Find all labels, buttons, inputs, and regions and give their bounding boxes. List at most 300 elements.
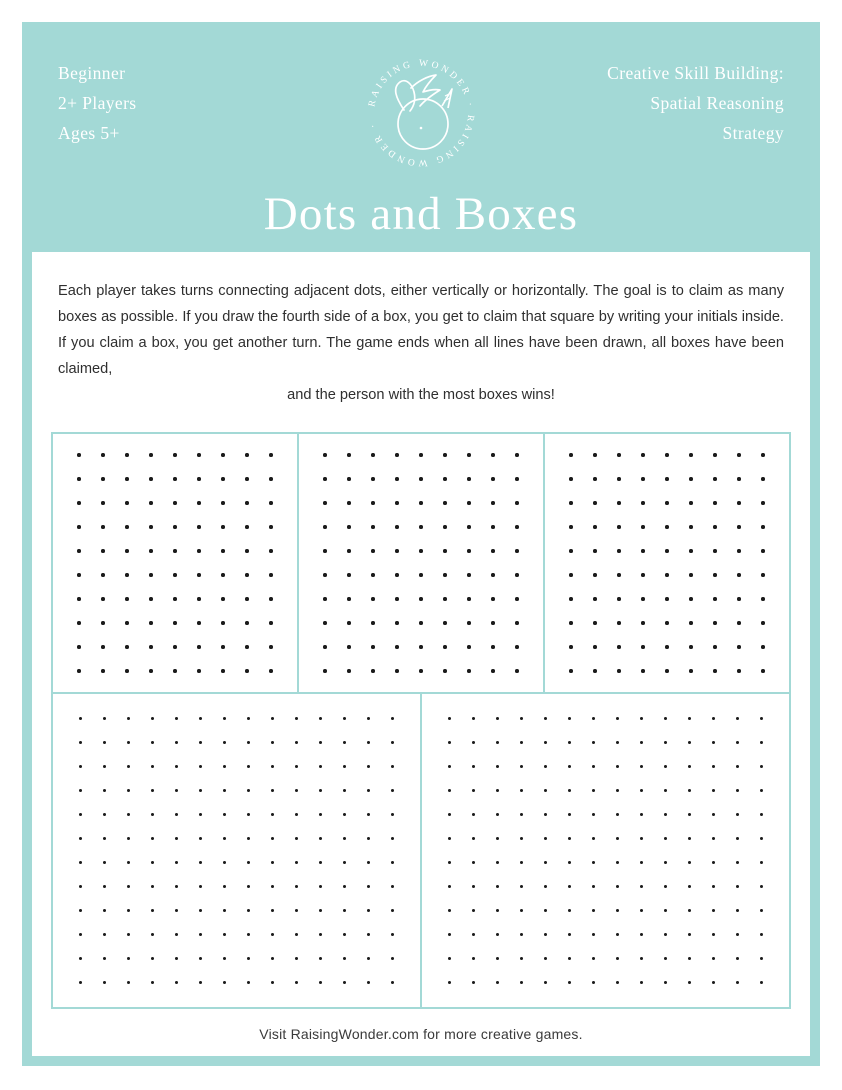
header-meta-right-line-2: Spatial Reasoning (650, 93, 784, 113)
grid-dot (641, 669, 645, 673)
grid-dot (175, 933, 179, 937)
grid-dot (149, 645, 153, 649)
grid-dot (395, 645, 399, 649)
grid-dot (593, 453, 597, 457)
grid-dot (761, 573, 765, 577)
grid-dot (664, 813, 668, 817)
grid-dot (323, 501, 327, 505)
grid-dot (713, 453, 717, 457)
grid-dot (568, 885, 572, 889)
grid-dot (688, 717, 692, 721)
grid-dot (245, 525, 249, 529)
grid-dot (520, 813, 524, 817)
header-meta-right-line-3: Strategy (722, 123, 784, 143)
grid-dot (103, 981, 107, 985)
grid-dot (472, 789, 476, 793)
grid-dot (689, 597, 693, 601)
grid-dot (295, 957, 299, 961)
grid-dot (520, 981, 524, 985)
dot-matrix (422, 694, 789, 1007)
grid-dot (713, 549, 717, 553)
grid-dot (151, 741, 155, 745)
grid-dot (689, 645, 693, 649)
grid-dot (737, 477, 741, 481)
grid-dot (467, 501, 471, 505)
grid-dot (151, 813, 155, 817)
grid-dot (103, 741, 107, 745)
grid-dot (101, 669, 105, 673)
grid-dot (199, 909, 203, 913)
grid-dot (689, 525, 693, 529)
grid-dot (127, 981, 131, 985)
grid-dot (319, 885, 323, 889)
grid-dot (736, 957, 740, 961)
grid-dot (443, 501, 447, 505)
grid-dot (197, 477, 201, 481)
grid-dot (221, 645, 225, 649)
grid-dot (343, 717, 347, 721)
instructions-paragraph (58, 278, 784, 408)
grid-dot (664, 717, 668, 721)
grid-dot (664, 957, 668, 961)
grid-dot (665, 573, 669, 577)
grid-dot (665, 525, 669, 529)
grid-dot (664, 789, 668, 793)
grid-dot (616, 717, 620, 721)
grid-dot (760, 789, 764, 793)
grid-dot (688, 861, 692, 865)
grid-dot (199, 885, 203, 889)
grid-dot (371, 453, 375, 457)
grid-dot (101, 453, 105, 457)
grid-dot (737, 597, 741, 601)
grid-dot (395, 477, 399, 481)
grid-dot (443, 453, 447, 457)
grid-dot (689, 573, 693, 577)
grid-dot (295, 813, 299, 817)
grid-dot (221, 621, 225, 625)
grid-dot (760, 741, 764, 745)
grid-panel-bottom-left[interactable] (51, 694, 422, 1009)
grid-dot (367, 909, 371, 913)
grid-dot (223, 741, 227, 745)
grid-dot (761, 453, 765, 457)
grid-dot (448, 885, 452, 889)
grid-dot (151, 765, 155, 769)
grid-dot (640, 789, 644, 793)
grid-dot (223, 813, 227, 817)
grid-dot (149, 669, 153, 673)
grid-dot (689, 453, 693, 457)
grid-panel-top-center[interactable] (299, 432, 545, 694)
grid-dot (520, 933, 524, 937)
grid-dot (199, 981, 203, 985)
grid-dot (79, 765, 83, 769)
grid-dot (593, 597, 597, 601)
grid-dot (77, 549, 81, 553)
grid-dot (343, 957, 347, 961)
grid-dot (371, 477, 375, 481)
grid-dot (617, 501, 621, 505)
grid-dot (515, 573, 519, 577)
grid-dot (515, 549, 519, 553)
grid-dot (199, 717, 203, 721)
grid-dot (616, 813, 620, 817)
grid-dot (149, 453, 153, 457)
grid-dot (641, 477, 645, 481)
grid-dot (737, 669, 741, 673)
grid-dot (544, 717, 548, 721)
grid-dot (419, 669, 423, 673)
grid-dot (247, 813, 251, 817)
grid-dot (343, 837, 347, 841)
grid-dot (101, 573, 105, 577)
grid-dot (343, 933, 347, 937)
grid-dot (419, 525, 423, 529)
grid-dot (343, 765, 347, 769)
grid-dot (496, 741, 500, 745)
grid-dot (395, 453, 399, 457)
grid-dot (173, 621, 177, 625)
grid-dot (269, 621, 273, 625)
grid-dot (569, 525, 573, 529)
grid-dot (472, 813, 476, 817)
grid-panel-top-right[interactable] (545, 432, 791, 694)
dot-matrix (53, 434, 297, 692)
grid-dot (568, 861, 572, 865)
grid-dot (593, 645, 597, 649)
grid-dot (151, 717, 155, 721)
grid-dot (491, 669, 495, 673)
grid-dot (391, 765, 395, 769)
grid-dot (77, 669, 81, 673)
grid-dot (688, 981, 692, 985)
grid-dot (520, 909, 524, 913)
grid-dot (664, 861, 668, 865)
grid-dot (79, 909, 83, 913)
grid-dot (616, 741, 620, 745)
instructions-last-line: and the person with the most boxes wins! (287, 387, 555, 403)
grid-dot (173, 573, 177, 577)
grid-dot (175, 813, 179, 817)
grid-dot (689, 549, 693, 553)
grid-dot (443, 525, 447, 529)
grid-dot (199, 813, 203, 817)
grid-dot (617, 621, 621, 625)
grid-dot (737, 621, 741, 625)
grid-dot (101, 549, 105, 553)
grid-dot (319, 981, 323, 985)
grid-dot (149, 501, 153, 505)
grid-dot (760, 957, 764, 961)
printable-page (22, 22, 820, 1066)
grid-dot (79, 933, 83, 937)
grid-dot (713, 669, 717, 673)
grid-dot (343, 861, 347, 865)
grid-dot (688, 813, 692, 817)
grid-dot (221, 573, 225, 577)
grid-dot (443, 597, 447, 601)
grid-dot (151, 981, 155, 985)
grid-dot (665, 597, 669, 601)
grid-dot (149, 597, 153, 601)
grid-dot (617, 645, 621, 649)
grid-dot (664, 981, 668, 985)
grid-dot (199, 861, 203, 865)
grid-dot (319, 765, 323, 769)
grid-dot (448, 981, 452, 985)
grid-dot (569, 501, 573, 505)
grid-dot (737, 549, 741, 553)
grid-dot (760, 909, 764, 913)
grid-dot (197, 573, 201, 577)
grid-dot (593, 501, 597, 505)
grid-dot (103, 957, 107, 961)
grid-dot (496, 717, 500, 721)
grid-dot (419, 597, 423, 601)
grid-dot (712, 765, 716, 769)
grid-dot (761, 621, 765, 625)
grid-dot (367, 933, 371, 937)
grid-dot (472, 717, 476, 721)
grid-dot (367, 981, 371, 985)
grid-dot (77, 525, 81, 529)
grid-dot (713, 573, 717, 577)
grid-dot (125, 477, 129, 481)
grid-dot (221, 597, 225, 601)
grid-dot (491, 549, 495, 553)
grid-dot (323, 477, 327, 481)
grid-dot (323, 525, 327, 529)
grid-dot (77, 645, 81, 649)
grid-dot (593, 549, 597, 553)
grid-dot (199, 933, 203, 937)
grid-dot (760, 837, 764, 841)
grid-dot (367, 741, 371, 745)
grid-dot (515, 597, 519, 601)
grid-dot (391, 837, 395, 841)
grid-dot (472, 861, 476, 865)
grid-dot (247, 837, 251, 841)
grid-dot (347, 525, 351, 529)
grid-dot (491, 573, 495, 577)
grid-dot (467, 477, 471, 481)
grid-dot (127, 861, 131, 865)
grid-dot (568, 765, 572, 769)
grid-dot (223, 765, 227, 769)
grid-dot (79, 717, 83, 721)
grid-dot (593, 525, 597, 529)
grid-dot (347, 453, 351, 457)
dot-matrix (545, 434, 789, 692)
grid-dot (544, 981, 548, 985)
grid-dot (391, 981, 395, 985)
grid-panel-bottom-right[interactable] (422, 694, 791, 1009)
grid-dot (175, 885, 179, 889)
svg-text:RAISING WONDER · RAISING WONDE: RAISING WONDER · RAISING WONDER · (367, 58, 476, 168)
grid-dot (77, 597, 81, 601)
grid-dot (617, 453, 621, 457)
grid-dot (761, 597, 765, 601)
grid-dot (271, 981, 275, 985)
grid-dot (568, 717, 572, 721)
grid-dot (641, 597, 645, 601)
grid-dot (760, 765, 764, 769)
grid-dot (665, 645, 669, 649)
grid-dot (319, 789, 323, 793)
grid-dot (569, 669, 573, 673)
grid-dot (295, 981, 299, 985)
grid-dot (77, 573, 81, 577)
grid-dot (737, 525, 741, 529)
grid-dot (448, 909, 452, 913)
grid-dot (496, 957, 500, 961)
grid-dot (640, 837, 644, 841)
grid-dot (199, 789, 203, 793)
grid-dot (323, 549, 327, 553)
grid-dot (175, 741, 179, 745)
grid-dot (221, 453, 225, 457)
grid-dot (491, 645, 495, 649)
grid-dot (515, 645, 519, 649)
grid-dot (592, 981, 596, 985)
grid-dot (593, 669, 597, 673)
grid-dot (197, 597, 201, 601)
grid-dot (520, 837, 524, 841)
grid-dot (197, 549, 201, 553)
grid-dot (737, 645, 741, 649)
grid-dot (665, 669, 669, 673)
grid-dot (367, 813, 371, 817)
grid-dot (640, 861, 644, 865)
grid-dot (175, 765, 179, 769)
grid-dot (323, 453, 327, 457)
grid-dot (640, 957, 644, 961)
grid-dot (616, 837, 620, 841)
grid-dot (367, 765, 371, 769)
grid-dot (197, 645, 201, 649)
grid-dot (223, 717, 227, 721)
grid-dot (323, 573, 327, 577)
grid-dot (103, 813, 107, 817)
grid-dot (712, 957, 716, 961)
grid-dot (319, 909, 323, 913)
grid-dot (736, 765, 740, 769)
grid-dot (491, 525, 495, 529)
grid-dot (221, 501, 225, 505)
grid-dot (151, 789, 155, 793)
grid-dot (640, 765, 644, 769)
grid-dot (271, 933, 275, 937)
top-row (51, 432, 791, 694)
grid-dot (175, 837, 179, 841)
grid-dot (689, 621, 693, 625)
grid-dot (173, 501, 177, 505)
grid-dot (77, 453, 81, 457)
grid-dot (419, 549, 423, 553)
grid-dot (391, 813, 395, 817)
grid-dot (127, 789, 131, 793)
grid-dot (391, 861, 395, 865)
grid-dot (323, 645, 327, 649)
grid-dot (472, 981, 476, 985)
grid-dot (103, 909, 107, 913)
grid-dot (343, 885, 347, 889)
grid-dot (79, 789, 83, 793)
grid-dot (103, 885, 107, 889)
grid-dot (367, 789, 371, 793)
grid-dot (371, 645, 375, 649)
grid-dot (472, 741, 476, 745)
grid-dot (712, 741, 716, 745)
grid-dot (472, 885, 476, 889)
grid-dot (395, 621, 399, 625)
dot-matrix (299, 434, 543, 692)
grid-dot (101, 477, 105, 481)
page-title: Dots and Boxes (263, 188, 579, 240)
grid-dot (761, 501, 765, 505)
grid-dot (491, 597, 495, 601)
grid-dot (760, 933, 764, 937)
grid-dot (713, 501, 717, 505)
grid-dot (544, 933, 548, 937)
grid-dot (391, 789, 395, 793)
grid-dot (641, 525, 645, 529)
grid-dot (319, 717, 323, 721)
grid-dot (101, 621, 105, 625)
grid-dot (173, 597, 177, 601)
grid-dot (223, 981, 227, 985)
grid-dot (616, 789, 620, 793)
grid-dot (688, 789, 692, 793)
grid-dot (125, 525, 129, 529)
grid-dot (641, 549, 645, 553)
grid-dot (568, 741, 572, 745)
grid-dot (197, 669, 201, 673)
grid-dot (569, 453, 573, 457)
grid-dot (245, 621, 249, 625)
grid-dot (175, 909, 179, 913)
grid-dot (641, 573, 645, 577)
grid-dot (496, 813, 500, 817)
grid-dot (544, 885, 548, 889)
grid-dot (713, 525, 717, 529)
grid-dot (544, 765, 548, 769)
grid-dot (269, 501, 273, 505)
grid-panel-top-left[interactable] (51, 432, 299, 694)
grid-dot (760, 885, 764, 889)
grid-dot (640, 981, 644, 985)
grid-dot (79, 981, 83, 985)
grid-dot (127, 933, 131, 937)
grid-dot (221, 477, 225, 481)
grid-dot (544, 813, 548, 817)
grid-dot (736, 837, 740, 841)
grid-dot (467, 669, 471, 673)
grid-dot (467, 621, 471, 625)
grid-dot (151, 885, 155, 889)
grid-dot (496, 885, 500, 889)
grid-dot (221, 525, 225, 529)
grid-dot (515, 453, 519, 457)
grid-dot (245, 453, 249, 457)
grid-dot (665, 453, 669, 457)
grid-dot (736, 909, 740, 913)
grid-dot (419, 645, 423, 649)
grid-dot (371, 573, 375, 577)
grid-dot (592, 861, 596, 865)
grid-dot (103, 861, 107, 865)
